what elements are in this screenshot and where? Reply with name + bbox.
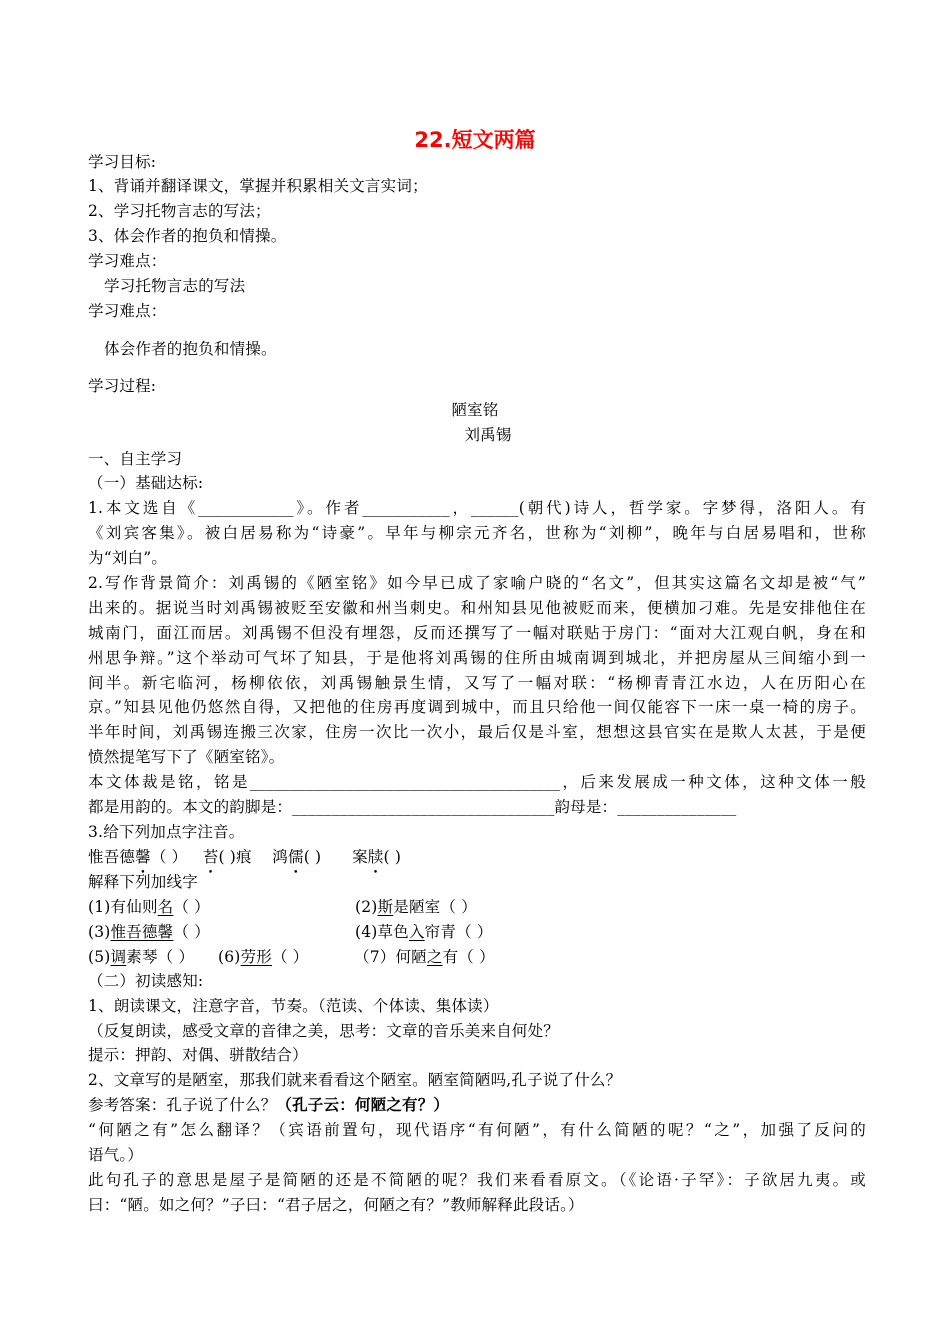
difficulty-heading: 学习难点： xyxy=(88,252,167,270)
explain-blank: 帘青（ ） xyxy=(424,923,493,941)
pinyin-text: 案 xyxy=(352,848,368,866)
explain-text: (1)有仙则 xyxy=(88,898,158,916)
dotted-char: 苔 xyxy=(202,848,219,866)
translation-line: 曰：“陋。如之何？”子曰：“君子居之，何陋之有？”教师解释此段话。） xyxy=(88,1196,584,1214)
underlined-word: 之 xyxy=(426,948,443,966)
genre-line: 本文体裁是铭，铭是_______________________________________，后来发展成一种文体，这种文体一般 xyxy=(88,773,866,791)
explain-text: (2) xyxy=(355,898,378,916)
explain-blank: （ ） xyxy=(271,948,309,966)
explain-row xyxy=(354,945,495,969)
background-line: 城南门，面江而居。刘禹锡不但没有埋怨，反而还撰写了一幅对联贴于房门：“面对大江观白帆，身在和 xyxy=(88,624,866,642)
explain-row xyxy=(355,895,477,919)
reading-line: 提示：押韵、对偶、骈散结合） xyxy=(88,1046,308,1064)
q1-line: 《刘宾客集》。被白居易称为“诗豪”。早年与柳宗元齐名，世称为“刘柳”，晚年与白居易唱和，世称 xyxy=(88,524,866,542)
pinyin-blank: （ ） xyxy=(150,848,188,866)
explain-row xyxy=(88,920,210,944)
explain-text: (3) xyxy=(88,923,111,941)
explain-blank: 是陋室（ ） xyxy=(393,898,477,916)
pinyin-blank: ( ) xyxy=(383,848,402,866)
underlined-word: 惟吾德馨 xyxy=(110,923,174,941)
underlined-word: 入 xyxy=(408,923,425,941)
pinyin-text: 惟吾德 xyxy=(88,848,136,866)
translation-line: 此句孔子的意思是屋子是简陋的还是不简陋的呢？我们来看看原文。（《论语·子罕》：子欲居九夷。或 xyxy=(88,1171,866,1189)
poem-author: 刘禹锡 xyxy=(464,426,512,444)
explain-row xyxy=(88,945,194,969)
difficulty-heading: 学习难点： xyxy=(88,302,167,320)
pinyin-blank: ( )痕 xyxy=(218,848,252,866)
dotted-char: 馨 xyxy=(135,848,151,866)
underlined-word: 斯 xyxy=(377,898,394,916)
goal-item: 3、体会作者的抱负和情操。 xyxy=(88,227,287,245)
underlined-word: 劳形 xyxy=(240,948,272,966)
translation-line: “何陋之有”怎么翻译？（宾语前置句，现代语序“有何陋”，有什么简陋的呢？“之”，加强了反问的 xyxy=(88,1121,866,1139)
pinyin-row xyxy=(88,845,401,869)
answer-line xyxy=(88,1093,449,1117)
q3-heading: 3.给下列加点字注音。 xyxy=(88,823,245,841)
underlined-word: 名 xyxy=(157,898,174,916)
explain-row xyxy=(355,920,493,944)
goal-item: 1、背诵并翻译课文，掌握并积累相关文言实词； xyxy=(88,177,428,195)
q1-line: 为“刘白”。 xyxy=(88,549,168,567)
subsection-heading: （一）基础达标: xyxy=(88,474,204,492)
translation-line: 语气。） xyxy=(88,1146,144,1164)
section-heading: 一、自主学习 xyxy=(88,450,183,468)
background-line: 出来的。据说当时刘禹锡被贬至安徽和州当刺史。和州知县见他被贬而来，便横加刁难。先是安排他住在 xyxy=(88,599,866,617)
explain-row xyxy=(218,945,309,969)
answer-text: 参考答案：孔子说了什么？ xyxy=(88,1096,277,1114)
background-line: 间半。新宅临河，杨柳依依，刘禹锡触景生情，又写了一幅对联：“杨柳青青江水边，人在历阳心在 xyxy=(88,674,866,692)
explain-text: (6) xyxy=(218,948,241,966)
explain-text: (4)草色 xyxy=(355,923,409,941)
process-heading: 学习过程: xyxy=(88,377,157,395)
pinyin-blank: ( ) xyxy=(303,848,322,866)
document-title: 22.短文两篇 xyxy=(414,128,536,152)
background-line: 州思争辩。”这个举动可气坏了知县，于是他将刘禹锡的住所由城南调到城北，并把房屋从三间缩小到一 xyxy=(88,649,866,667)
explain-blank: 有（ ） xyxy=(442,948,495,966)
reading-line: 2、文章写的是陋室，那我们就来看看这个陋室。陋室简陋吗,孔子说了什么？ xyxy=(88,1071,622,1089)
reading-line: 1、朗读课文，注意字音，节奏。（范读、个体读、集体读） xyxy=(88,997,499,1015)
explain-blank: （ ） xyxy=(173,923,210,941)
explain-text: （7）何陋 xyxy=(354,948,427,966)
background-line: 京。”知县见他仍悠然自得，又把他的住房再度调到城中，而且只给他一间仅能容下一床一桌一椅的房子。 xyxy=(88,698,866,716)
subsection-heading: （二）初读感知: xyxy=(88,972,204,990)
explain-blank: 素琴（ ） xyxy=(126,948,195,966)
pinyin-text: 鸿 xyxy=(272,848,288,866)
dotted-char: 牍 xyxy=(367,848,384,866)
goal-item: 2、学习托物言志的写法； xyxy=(88,202,271,220)
difficulty-text: 学习托物言志的写法 xyxy=(104,277,246,295)
dotted-char: 儒 xyxy=(287,848,304,866)
explain-heading: 解释下列加线字 xyxy=(88,873,198,891)
explain-blank: （ ） xyxy=(173,898,210,916)
background-line: 2.写作背景简介：刘禹锡的《陋室铭》如今早已成了家喻户晓的“名文”，但其实这篇名文却是被“气” xyxy=(88,574,866,592)
underlined-word: 调 xyxy=(110,948,127,966)
background-line: 半年时间，刘禹锡连搬三次家，住房一次比一次小，最后仅是斗室，想想这县官实在是欺人太甚，于是便 xyxy=(88,723,866,741)
explain-row xyxy=(88,895,210,919)
difficulty-text: 体会作者的抱负和情操。 xyxy=(104,340,277,358)
q1-line: 1.本文选自《____________》。作者___________，______(朝代)诗人，哲学家。字梦得，洛阳人。有 xyxy=(88,499,866,517)
answer-bold: （孔子云：何陋之有？） xyxy=(276,1096,450,1114)
explain-text: (5) xyxy=(88,948,111,966)
poem-title: 陋室铭 xyxy=(451,401,499,419)
reading-line: （反复朗读，感受文章的音律之美，思考：文章的音乐美来自何处？ xyxy=(88,1022,560,1040)
goals-heading: 学习目标: xyxy=(88,153,157,171)
genre-line: 都是用韵的。本文的韵脚是：_________________________________韵母是：_______________ xyxy=(88,798,737,816)
background-line: 愤然提笔写下了《陋室铭》。 xyxy=(88,748,285,766)
